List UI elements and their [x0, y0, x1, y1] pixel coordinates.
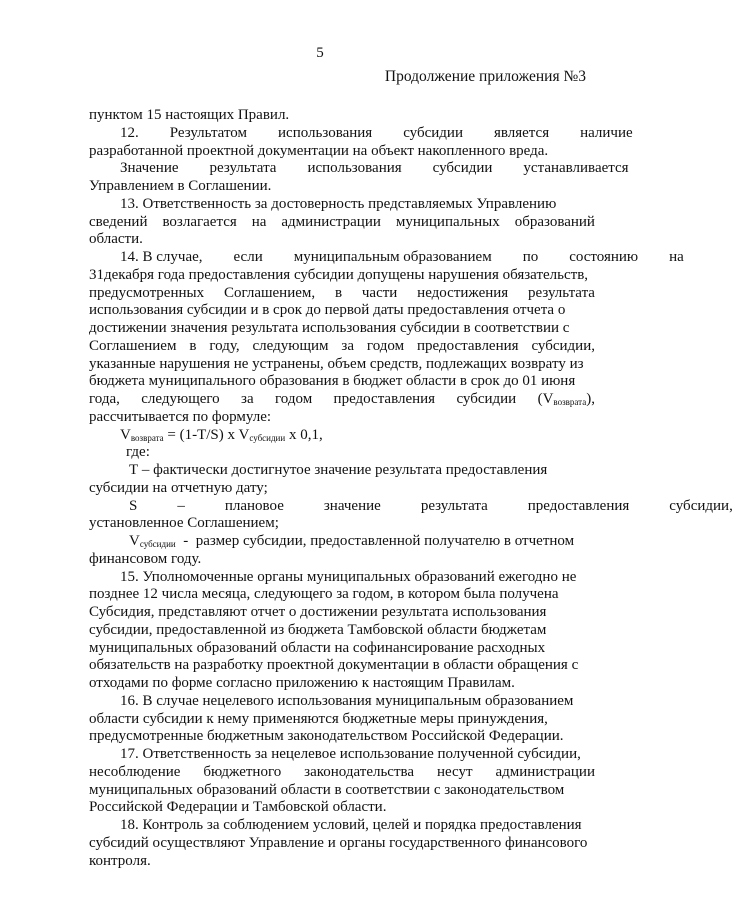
text-line: субсидии на отчетную дату; [89, 479, 268, 496]
appendix-note: Продолжение приложения №3 [384, 68, 586, 85]
text-line: сведений возлагается на администрации муниципальных образований [89, 213, 595, 230]
text-line: предусмотренных Соглашением, в части недостижения результата [89, 284, 595, 301]
text-line: 17. Ответственность за нецелевое использование полученной субсидии, [120, 746, 581, 762]
text-line: S – плановое значение результата предоставления субсидии, [129, 497, 733, 514]
text-line: бюджета муниципального образования в бюджет области в срок до 01 июня [89, 373, 576, 390]
text-line: достижении значения результата использования субсидии в соответствии с [89, 320, 570, 336]
text-line: пунктом 15 настоящих Правил. [89, 107, 290, 123]
text-line: 14. В случае, если муниципальным образованием по состоянию на [120, 249, 684, 265]
text-line: 31декабря года предоставления субсидии допущены нарушения обязательств, [89, 266, 589, 283]
text-line: $V_{субсидии}$ - размер субсидии, предоставленной получателю в отчетном [129, 533, 575, 549]
text-line: 18. Контроль за соблюдением условий, целей и порядка предоставления [120, 817, 582, 833]
text-line: субсидий осуществляют Управление и органы государственного финансового [89, 834, 588, 851]
text-line: 15. Уполномоченные органы муниципальных образований ежегодно не [120, 568, 577, 585]
text-line: области субсидии к нему применяются бюджетные меры принуждения, [89, 710, 548, 727]
text-line: 13. Ответственность за достоверность представляемых Управлению [120, 195, 557, 212]
text-line: муниципальных образований области в соответствии с законодательством [89, 781, 565, 798]
text-line: финансовом году. [89, 550, 202, 567]
text-line: установленное Соглашением; [89, 515, 279, 532]
text-line: 16. В случае нецелевого использования муниципальным образованием [120, 692, 574, 709]
text-line: указанные нарушения не устранены, объем средств, подлежащих возврату из [89, 355, 584, 372]
text-line: использования субсидии и в срок до первой даты предоставления отчета о [89, 302, 566, 319]
text-line: рассчитывается по формуле: [89, 408, 272, 425]
text-line: Соглашением в году, следующим за годом предоставления субсидии, [89, 337, 595, 354]
text-line: года, следующего за годом предоставления субсидии $(V_{возврата})$, [89, 391, 595, 407]
page-number: 5 [316, 45, 324, 61]
text-line: 12. Результатом использования субсидии является наличие [120, 124, 633, 141]
text-line: где: [126, 444, 150, 461]
text-line: Т – фактически достигнутое значение результата предоставления [129, 462, 548, 478]
text-line: контроля. [89, 852, 151, 869]
text-line: отходами по форме согласно приложению к настоящим Правилам. [89, 675, 515, 691]
text-line: Российской Федерации и Тамбовской области. [89, 799, 387, 816]
text-line: разработанной проектной документации на объект накопленного вреда. [89, 142, 549, 159]
text-line: Субсидия, представляют отчет о достижении результата использования [89, 604, 547, 620]
formula: $V_{возврата} = (1-T/S)$ x $V_{субсидии}$ x 0,1, [120, 426, 323, 443]
text-line: муниципальных образований области на софинансирование расходных [89, 639, 546, 656]
text-line: предусмотренные бюджетным законодательством Российской Федерации. [89, 728, 564, 745]
text-line: области. [89, 231, 143, 248]
document-body [89, 107, 733, 870]
text-line: позднее 12 числа месяца, следующего за годом, в котором была получена [89, 586, 559, 603]
text-line: Управлением в Соглашении. [89, 178, 272, 194]
text-line: обязательств на разработку проектной документации в области обращения с [89, 657, 579, 674]
text-line: субсидии, предоставленной из бюджета Тамбовской области бюджетам [89, 621, 547, 638]
text-line: несоблюдение бюджетного законодательства несут администрации [89, 763, 595, 780]
text-line: Значение результата использования субсидии устанавливается [120, 160, 629, 177]
